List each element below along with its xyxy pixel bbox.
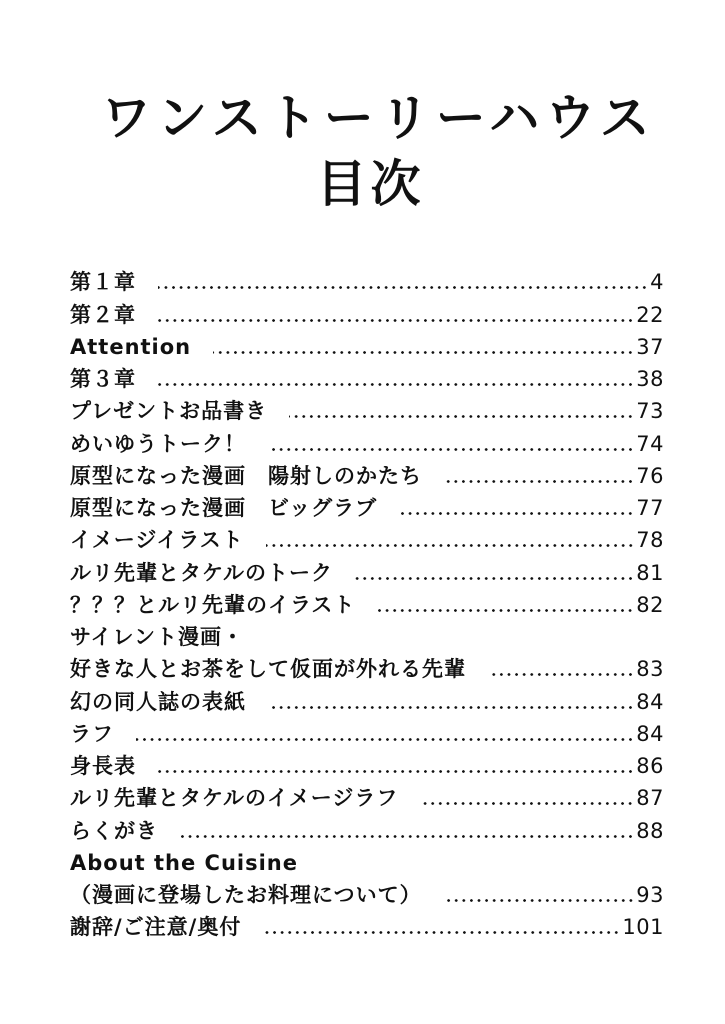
dot-leader [266,544,635,547]
toc-entry [70,621,664,653]
toc-entry-page: 93 [636,883,664,907]
toc-entry-label: （漫画に登場したお料理について） [70,883,422,907]
toc-entry-label: 原型になった漫画 ビッグラブ [70,496,378,520]
dot-leader [268,706,634,709]
toc-entry [70,685,664,717]
toc-entry-page: 88 [636,818,664,843]
toc-entry-page: 73 [636,399,664,424]
toc-entry-label: らくがき [70,818,158,843]
dot-leader [420,802,634,805]
toc-entry [70,427,664,459]
dot-leader [158,770,634,773]
dot-leader [213,351,634,354]
toc-entry-page: 101 [622,915,664,940]
toc-entry-label: ラフ [70,721,114,746]
toc-entry [70,814,664,846]
dot-leader [268,448,634,451]
toc-entry-page: 38 [636,367,664,391]
toc-entry-page: 22 [636,302,664,327]
dot-leader [180,835,634,838]
toc-entry-label: 謝辞/ご注意/奥付 [70,915,242,940]
toc-entry-page: 81 [636,560,664,585]
toc-entry [70,363,664,395]
toc-entry-page: 74 [636,431,664,456]
dot-leader [289,415,634,418]
toc-entry-page: 86 [636,754,664,778]
toc-entry-page: 84 [636,689,664,714]
toc-entry-label: 好きな人とお茶をして仮面が外れる先輩 [70,657,466,682]
toc-entry-page: 76 [636,463,664,488]
toc-entry-label: 幻の同人誌の表紙 [70,689,246,714]
toc-entry [70,266,664,298]
dot-leader [158,319,634,322]
dot-leader [263,931,620,934]
toc-entry-page: 87 [636,786,664,811]
toc-entry [70,653,664,685]
toc-entry [70,847,664,879]
dot-leader [399,512,634,515]
toc-entry [70,556,664,588]
dot-leader [136,738,634,741]
toc-entry-label: Attention [70,334,192,359]
toc-entry-label: めいゆうトーク！ [70,431,246,456]
dot-leader [377,609,634,612]
toc-entry [70,718,664,750]
toc-entry-label: ？？？とルリ先輩のイラスト [70,592,356,617]
toc-entry [70,750,664,782]
toc-entry-label: 第１章 [70,270,136,295]
toc-entry [70,911,664,943]
dot-leader [355,577,634,580]
toc-entry-page: 83 [636,657,664,682]
toc-entry-page: 82 [636,592,664,617]
dot-leader [158,286,648,289]
toc-entry [70,492,664,524]
toc-entry-label: 原型になった漫画 陽射しのかたち [70,463,422,488]
toc-entry-page: 78 [636,528,664,553]
toc-entry-page: 77 [636,496,664,520]
toc-entry-label: 第３章 [70,367,136,391]
toc-entry-label: プレゼントお品書き [70,399,268,424]
toc-entry-page: 84 [636,721,664,746]
toc-entry-label: イメージイラスト [70,528,244,553]
toc-entry-label: ルリ先輩とタケルのイメージラフ [70,786,399,811]
toc-entry-label: サイレント漫画・ [70,625,245,649]
toc-entry-label: 身長表 [70,754,136,778]
toc-entry [70,524,664,556]
toc-entry-page: 37 [636,334,664,359]
toc-entry [70,298,664,330]
toc-entry-label: About the Cuisine [70,850,299,875]
dot-leader [158,383,634,386]
table-of-contents [70,266,664,943]
toc-entry [70,395,664,427]
toc-entry [70,460,664,492]
toc-entry [70,879,664,911]
toc-entry [70,782,664,814]
toc-entry-page: 4 [650,270,664,295]
toc-heading: 目次 [316,154,425,213]
dot-leader [444,899,635,902]
toc-entry [70,589,664,621]
toc-entry-label: 第２章 [70,302,136,327]
toc-entry [70,331,664,363]
book-title: ワンストーリーハウス [101,88,656,147]
toc-entry-label: ルリ先輩とタケルのトーク [70,560,333,585]
dot-leader [444,480,634,483]
dot-leader [488,673,634,676]
